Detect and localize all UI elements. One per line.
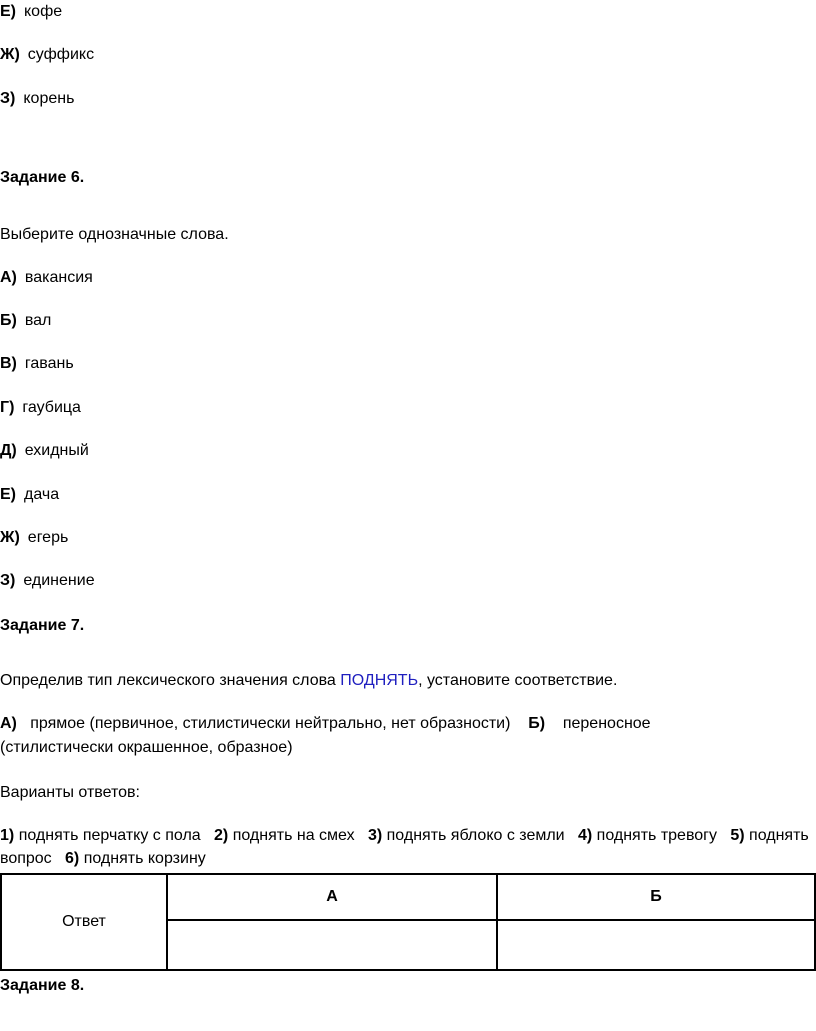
task7-variants-label: Варианты ответов: bbox=[0, 784, 140, 801]
task6-option-e bbox=[0, 485, 59, 505]
variant-text: поднять перчатку с пола bbox=[18, 827, 201, 844]
variant-text-cont: вопрос bbox=[0, 850, 52, 867]
option-letter: Д) bbox=[0, 442, 17, 459]
task6-title: Задание 6. bbox=[0, 169, 85, 186]
task7-title: Задание 7. bbox=[0, 617, 85, 634]
answer-cell-b[interactable] bbox=[497, 920, 815, 970]
variant-num: 3) bbox=[367, 827, 383, 844]
answer-table-header-row bbox=[1, 874, 815, 920]
variant-num: 6) bbox=[65, 850, 80, 867]
option-letter: А) bbox=[0, 269, 17, 286]
prompt-text-end: , установите соответствие. bbox=[418, 672, 618, 689]
task7-prompt bbox=[0, 671, 617, 691]
task6-option-g bbox=[0, 398, 81, 418]
option-letter: Б) bbox=[0, 312, 17, 329]
option-letter: Е) bbox=[0, 486, 16, 503]
option-word: гавань bbox=[24, 355, 74, 372]
variant-text: поднять bbox=[749, 827, 809, 844]
answer-table bbox=[0, 873, 816, 971]
option-letter: З) bbox=[0, 90, 16, 107]
type-a-letter: А) bbox=[0, 715, 17, 732]
option-letter: Ж) bbox=[0, 46, 20, 63]
task8-title: Задание 8. bbox=[0, 977, 85, 994]
option-word: дача bbox=[24, 486, 60, 503]
option-letter: З) bbox=[0, 572, 16, 589]
option-word: суффикс bbox=[27, 46, 95, 63]
type-b-letter: Б) bbox=[528, 715, 546, 732]
answer-cell-a[interactable] bbox=[167, 920, 497, 970]
variant-text: поднять яблоко с земли bbox=[386, 827, 565, 844]
task6-option-d bbox=[0, 441, 89, 461]
option-word: егерь bbox=[27, 529, 69, 546]
task7-variants-line-2 bbox=[0, 849, 206, 869]
variant-text: поднять на смех bbox=[232, 827, 355, 844]
option-word: единение bbox=[23, 572, 95, 589]
task7-variants-line-1 bbox=[0, 826, 809, 846]
variant-num: 1) bbox=[0, 827, 15, 844]
variant-num: 5) bbox=[730, 827, 745, 844]
option-word: вал bbox=[24, 312, 52, 329]
answer-row-label: Ответ bbox=[1, 874, 167, 970]
task6-option-b bbox=[0, 311, 51, 331]
task6-option-a bbox=[0, 268, 93, 288]
type-b-text: переносное bbox=[562, 715, 651, 732]
type-a-text: прямое (первичное, стилистически нейтрально, нет образности) bbox=[30, 715, 511, 732]
variant-text: поднять корзину bbox=[83, 850, 206, 867]
task5-option-z bbox=[0, 89, 74, 109]
option-word: корень bbox=[23, 90, 75, 107]
answer-col-b-header: Б bbox=[497, 874, 815, 920]
option-letter: Г) bbox=[0, 399, 15, 416]
answer-col-a-header: А bbox=[167, 874, 497, 920]
task5-option-zh bbox=[0, 45, 94, 65]
task6-option-zh bbox=[0, 528, 68, 548]
option-word: кофе bbox=[24, 3, 63, 20]
option-word: ехидный bbox=[24, 442, 89, 459]
task5-option-e bbox=[0, 2, 62, 22]
task6-prompt: Выберите однозначные слова. bbox=[0, 226, 229, 243]
task7-types-line bbox=[0, 714, 651, 734]
task7-type-b-continuation: (стилистически окрашенное, образное) bbox=[0, 739, 293, 756]
prompt-keyword: ПОДНЯТЬ bbox=[340, 672, 419, 689]
option-letter: Ж) bbox=[0, 529, 20, 546]
variant-num: 4) bbox=[577, 827, 593, 844]
option-word: гаубица bbox=[22, 399, 81, 416]
prompt-text: Определив тип лексического значения слова bbox=[0, 672, 341, 689]
variant-num: 2) bbox=[214, 827, 229, 844]
option-letter: В) bbox=[0, 355, 17, 372]
task6-option-v bbox=[0, 354, 74, 374]
task6-option-z bbox=[0, 571, 95, 591]
variant-text: поднять тревогу bbox=[596, 827, 717, 844]
option-word: вакансия bbox=[24, 269, 93, 286]
option-letter: Е) bbox=[0, 3, 16, 20]
